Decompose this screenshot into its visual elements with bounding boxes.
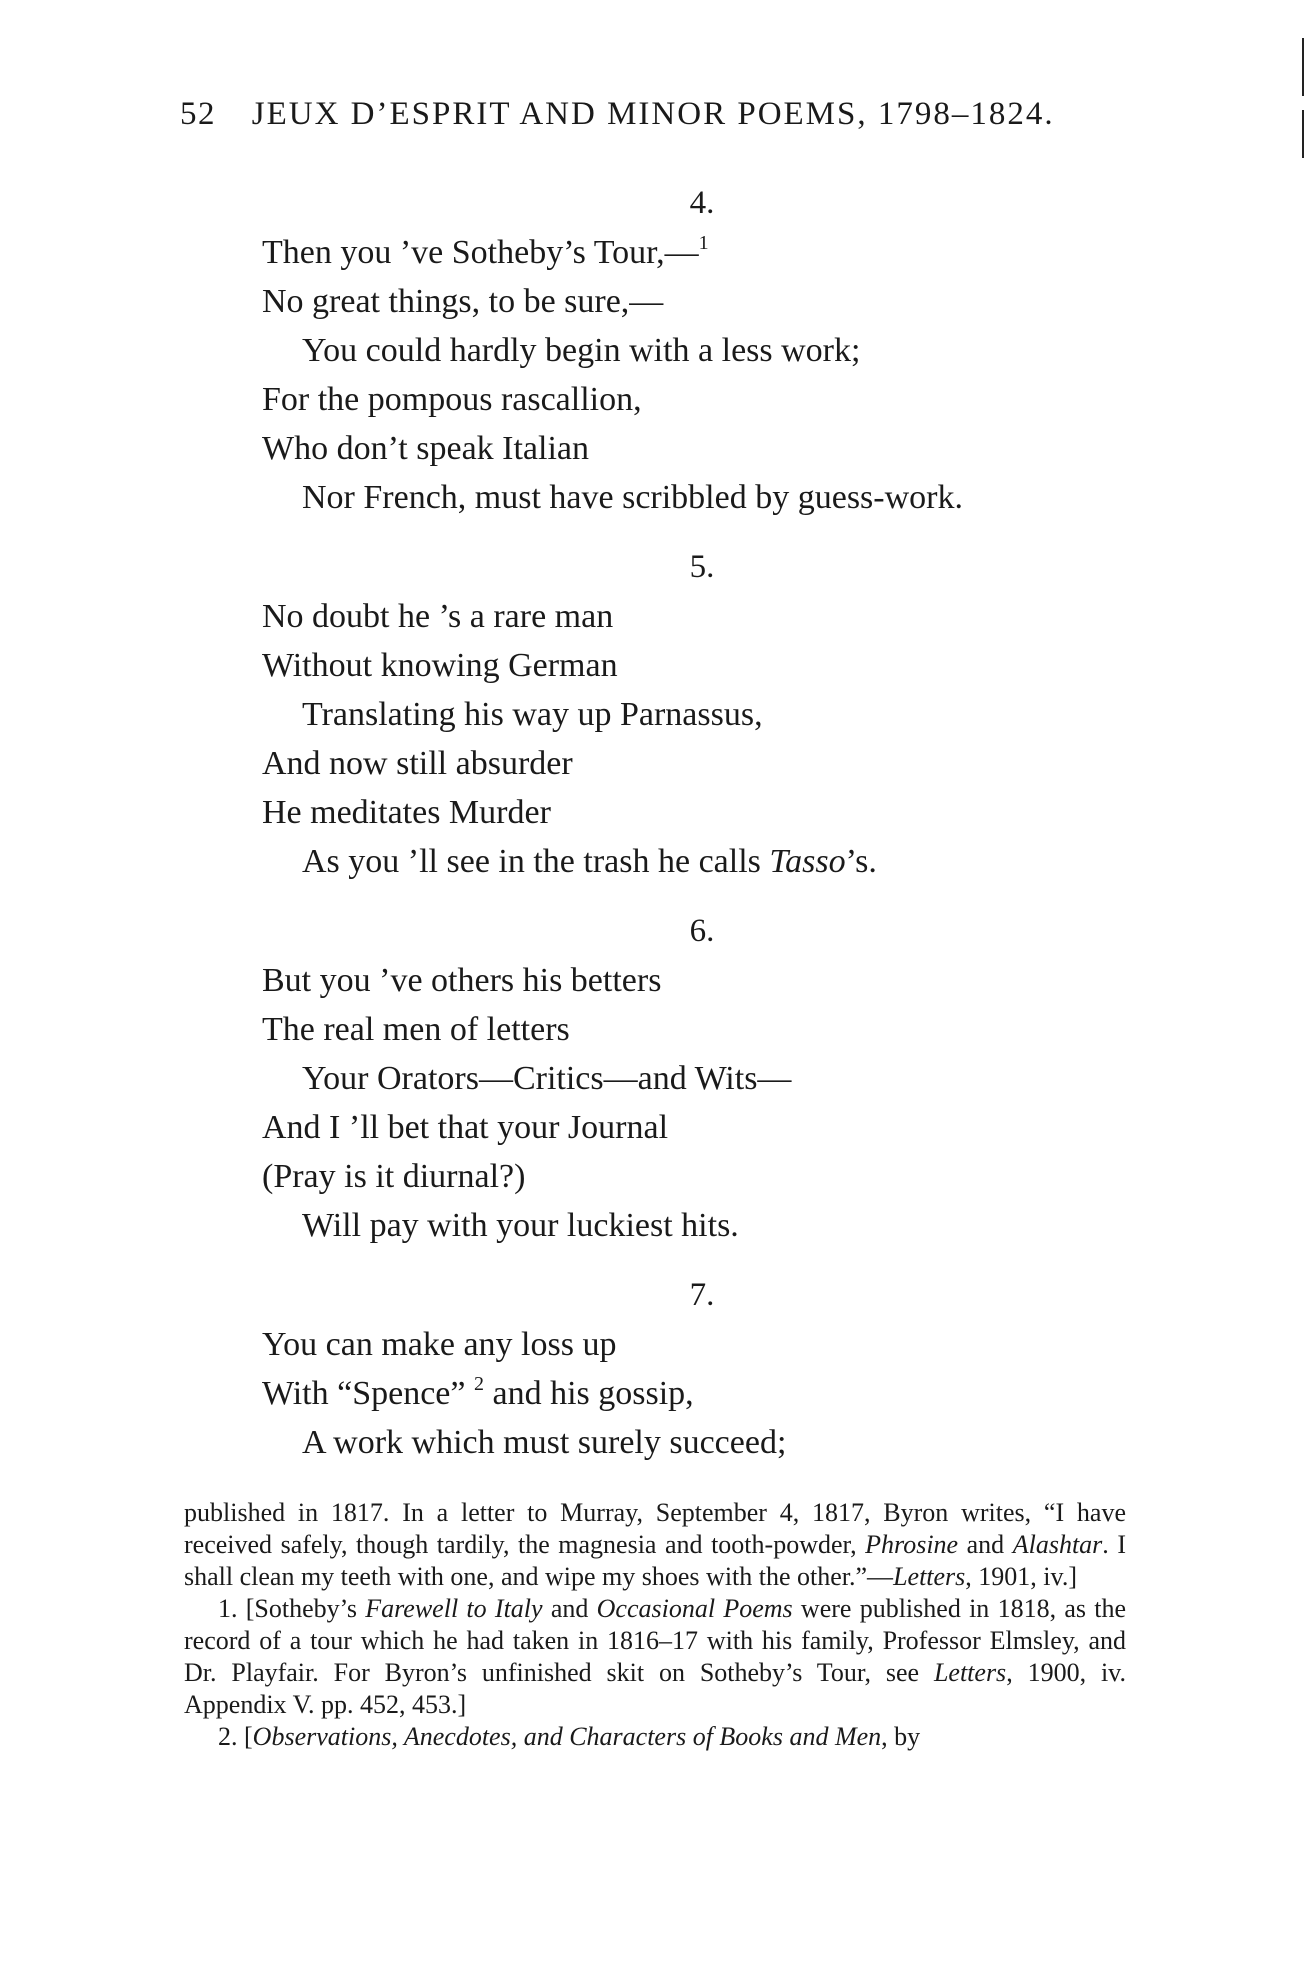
stanza [262,1272,1162,1467]
footnote-italic: Phrosine [865,1530,959,1559]
footnote-text: , by [881,1722,921,1751]
footnote-italic: Occasional Poems [596,1594,793,1623]
stanza-number: 4. [689,185,715,221]
page-edge-mark [1302,110,1304,158]
verse-line: No doubt he ’s a rare man [262,598,614,635]
footnote-italic: Farewell to Italy [365,1594,543,1623]
verse-line: Your Orators—Critics—and Wits— [302,1060,792,1097]
verse-line: The real men of letters [262,1011,570,1048]
footnote-2 [184,1721,1126,1753]
footnote-italic: Observations, Anecdotes, and Characters of Books and Men [252,1722,882,1751]
verse-line: Then you ’ve Sotheby’s Tour,—$^1$ [262,232,709,271]
footnote-text: . I shall clean my teeth with one, and wipe my shoes with the other.”— [184,1530,1126,1591]
verse-line: Translating his way up Parnassus, [302,696,763,733]
verse-line: And now still absurder [262,745,573,782]
footnote-number: 2. [218,1722,238,1751]
running-title: JEUX D’ESPRIT AND MINOR POEMS, 1798–1824. [251,96,1055,132]
stanza [262,544,1162,886]
footnote-text: published in 1817. In a letter to Murray, September 4, 1817, Byron writes, “I have received safely, though tardily, the magnesia and tooth-powder, [184,1498,1126,1559]
verse-line: He meditates Murder [262,794,551,831]
stanza-number: 5. [689,549,715,585]
footnote-continuation [184,1497,1126,1593]
verse-line: A work which must surely succeed; [302,1424,787,1461]
page-edge-mark [1302,38,1304,96]
footnote-text: and [958,1530,1013,1559]
verse-line: As you ’ll see in the trash he calls Tasso’s. [302,843,877,880]
running-head [180,96,1055,133]
verse-line: You can make any loss up [262,1326,617,1363]
footnote-ref: 2 [474,1373,484,1395]
footnote-text: and [542,1594,597,1623]
stanza-number: 6. [689,913,715,949]
footnote-italic: Letters [893,1562,966,1591]
footnote-1 [184,1593,1126,1721]
footnote-text: , 1901, iv.] [965,1562,1077,1591]
verse-line: Nor French, must have scribbled by guess-work. [302,479,963,516]
poem [262,180,1162,1489]
footnote-text: were published in 1818, as the record of a tour which he had taken in 1816–17 with his family, Professor Elmsley, and Dr. Playfair. For Byron’s unfinished skit on Sotheby’s Tour, see [184,1594,1127,1687]
footnote-number: 1. [218,1594,238,1623]
verse-line: Who don’t speak Italian [262,430,590,467]
footnote-text: [ [237,1722,253,1751]
verse-line: Will pay with your luckiest hits. [302,1207,739,1244]
footnote-text: , 1900, iv. Appendix V. pp. 452, 453.] [184,1658,1126,1719]
stanza-number: 7. [689,1277,715,1313]
footnote-text: [Sotheby’s [237,1594,366,1623]
verse-line: For the pompous rascallion, [262,381,642,418]
stanza [262,180,1162,522]
verse-line: But you ’ve others his betters [262,962,662,999]
page-number: 52 [180,96,216,132]
verse-line: With “Spence” $^2$ and his gossip, [262,1373,694,1412]
verse-line: Without knowing German [262,647,618,684]
verse-line: (Pray is it diurnal?) [262,1158,526,1195]
footnotes [184,1497,1126,1753]
footnote-italic: Letters [933,1658,1007,1687]
footnote-ref: 1 [698,232,709,254]
verse-line: You could hardly begin with a less work; [302,332,861,369]
verse-line: No great things, to be sure,— [262,283,664,320]
verse-line: And I ’ll bet that your Journal [262,1109,669,1146]
footnote-italic: Alashtar [1012,1530,1103,1559]
stanza [262,908,1162,1250]
